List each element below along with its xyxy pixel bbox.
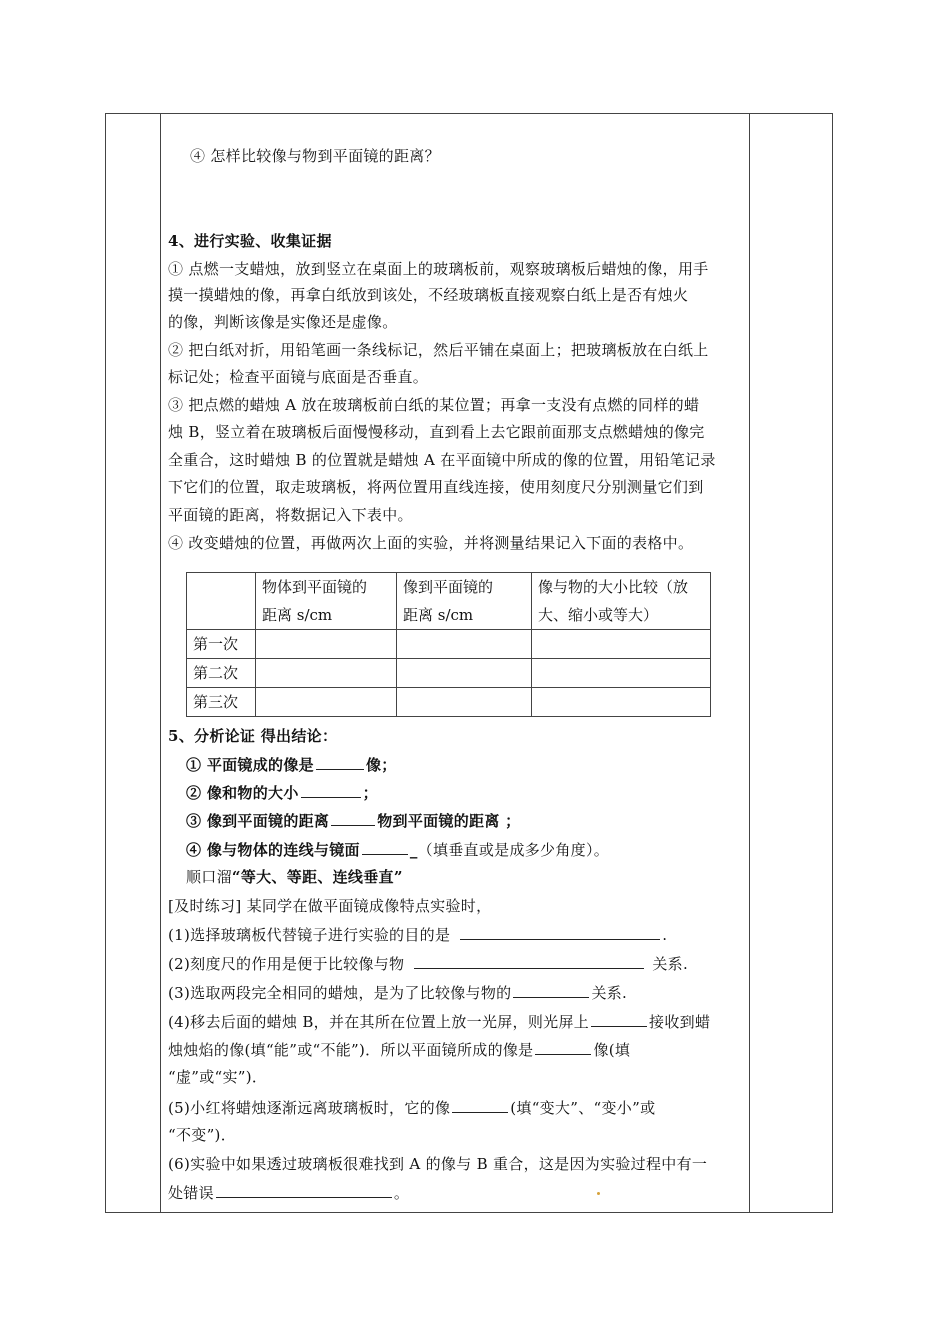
step-1-line-2: 摸一摸蜡烛的像，再拿白纸放到该处，不经玻璃板直接观察白纸上是否有烛火 (168, 286, 689, 304)
input-cell[interactable] (532, 659, 711, 688)
practice-q4-line-2: 烛烛焰的像(填“能”或“不能”)．所以平面镜所成的像是 像(填 (168, 1041, 631, 1059)
practice-q3: (3)选取两段完全相同的蜡烛，是为了比较像与物的 关系. (168, 984, 628, 1002)
step-1-line-3: 的像，判断该像是实像还是虚像。 (168, 313, 398, 331)
decorative-dot (597, 1192, 600, 1195)
input-cell[interactable] (532, 630, 711, 659)
row-label: 第二次 (187, 659, 256, 688)
table-header-image-distance: 像到平面镜的 距离 s/cm (397, 573, 532, 630)
input-cell[interactable] (256, 688, 397, 717)
practice-q2: (2)刻度尺的作用是便于比较像与物 关系. (168, 955, 689, 973)
table-row (187, 688, 711, 717)
practice-q5-line-2: “不变”)． (168, 1126, 236, 1144)
row-label: 第三次 (187, 688, 256, 717)
rhyme: 顺口溜“等大、等距、连线垂直” (186, 868, 403, 886)
practice-q4-line-3: “虚”或“实”)． (168, 1068, 268, 1086)
step-3-line-3: 全重合，这时蜡烛 B 的位置就是蜡烛 A 在平面镜中所成的像的位置，用铅笔记录 (168, 451, 716, 469)
step-4: ④ 改变蜡烛的位置，再做两次上面的实验，并将测量结果记入下面的表格中。 (168, 534, 694, 552)
table-header-row (187, 573, 711, 630)
input-cell[interactable] (397, 659, 532, 688)
input-cell[interactable] (256, 630, 397, 659)
measurement-table (186, 572, 711, 717)
conclusion-2: ② 像和物的大小 ； (186, 784, 378, 802)
conclusion-3: ③ 像到平面镜的距离 物到平面镜的距离 ； (186, 812, 521, 830)
conclusion-4: ④ 像与物体的连线与镜面 _（填垂直或是成多少角度）。 (186, 841, 610, 859)
question-4: ④ 怎样比较像与物到平面镜的距离？ (190, 147, 440, 165)
table-header-object-distance: 物体到平面镜的 距离 s/cm (256, 573, 397, 630)
section-4-title: 4、进行实验、收集证据 (168, 232, 332, 250)
step-3-line-1: ③ 把点燃的蜡烛 A 放在玻璃板前白纸的某位置；再拿一支没有点燃的同样的蜡 (168, 396, 700, 414)
step-3-line-2: 烛 B，竖立着在玻璃板后面慢慢移动，直到看上去它跟前面那支点燃蜡烛的像完 (168, 423, 705, 441)
input-cell[interactable] (532, 688, 711, 717)
conclusion-1: ① 平面镜成的像是 像； (186, 756, 397, 774)
step-3-line-4: 下它们的位置，取走玻璃板，将两位置用直线连接，使用刻度尺分别测量它们到 (168, 478, 704, 496)
input-cell[interactable] (256, 659, 397, 688)
practice-q6-line-1: (6)实验中如果透过玻璃板很难找到 A 的像与 B 重合，这是因为实验过程中有一 (168, 1155, 708, 1173)
right-column-divider (749, 114, 750, 1212)
table-row (187, 630, 711, 659)
table-header-size-compare: 像与物的大小比较（放 大、缩小或等大） (532, 573, 711, 630)
section-5-title: 5、分析论证 得出结论： (168, 727, 338, 745)
step-2-line-1: ② 把白纸对折，用铅笔画一条线标记，然后平铺在桌面上；把玻璃板放在白纸上 (168, 341, 709, 359)
input-cell[interactable] (397, 630, 532, 659)
practice-q6-line-2: 处错误 。 (168, 1184, 410, 1202)
row-label: 第一次 (187, 630, 256, 659)
practice-q5-line-1: (5)小红将蜡烛逐渐远离玻璃板时，它的像 (填“变大”、“变小”或 (168, 1099, 656, 1117)
practice-q1: (1)选择玻璃板代替镜子进行实验的目的是 . (168, 926, 668, 944)
input-cell[interactable] (397, 688, 532, 717)
practice-title: [及时练习] 某同学在做平面镜成像特点实验时， (168, 897, 492, 915)
step-3-line-5: 平面镜的距离，将数据记入下表中。 (168, 506, 413, 524)
step-2-line-2: 标记处；检查平面镜与底面是否垂直。 (168, 368, 429, 386)
table-row (187, 659, 711, 688)
table-corner-cell (187, 573, 256, 630)
left-column-divider (160, 114, 161, 1212)
step-1-line-1: ① 点燃一支蜡烛，放到竖立在桌面上的玻璃板前，观察玻璃板后蜡烛的像，用手 (168, 260, 709, 278)
practice-q4-line-1: (4)移去后面的蜡烛 B，并在其所在位置上放一光屏，则光屏上 接收到蜡 (168, 1013, 711, 1031)
